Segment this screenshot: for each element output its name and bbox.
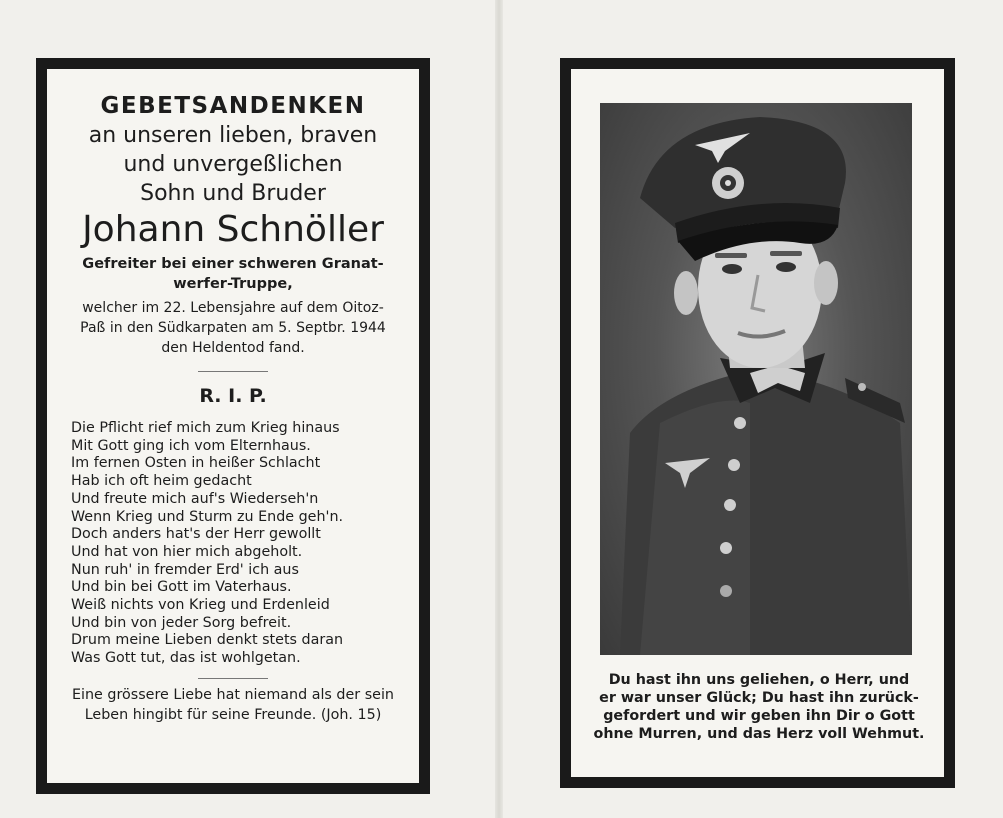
death-notice	[47, 298, 419, 358]
portrait-illustration	[600, 103, 912, 655]
divider	[198, 678, 268, 679]
poem-line: Doch anders hat's der Herr gewollt	[71, 526, 321, 543]
rank-line-1: Gefreiter bei einer schweren Granat-	[82, 256, 384, 272]
deceased-name: Johann Schnöller	[82, 209, 384, 250]
poem-line: Drum meine Lieben denkt stets daran	[71, 632, 344, 649]
poem-line: Weiß nichts von Krieg und Erdenleid	[71, 597, 330, 614]
caption-line-2: er war unser Glück; Du hast ihn zurück-	[599, 690, 919, 706]
death-line-1: welcher im 22. Lebensjahre auf dem Oitoz-	[82, 300, 384, 316]
caption-line-3: gefordert und wir geben ihn Dir o Gott	[603, 708, 915, 724]
card-title: GEBETSANDENKEN	[100, 93, 366, 119]
card-fold	[495, 0, 503, 818]
death-line-3: den Heldentod fand.	[161, 340, 305, 356]
death-line-2: Paß in den Südkarpaten am 5. Septbr. 1944	[80, 320, 386, 336]
intro-line-2: und unvergeßlichen	[123, 152, 343, 177]
soldier-portrait	[600, 103, 912, 655]
memorial-text-panel	[36, 58, 430, 794]
photo-caption	[579, 671, 939, 743]
poem-line: Die Pflicht rief mich zum Krieg hinaus	[71, 420, 340, 436]
closing-line-2: Leben hingibt für seine Freunde. (Joh. 15)	[84, 706, 382, 723]
poem-line: Und bin von jeder Sorg befreit.	[71, 614, 292, 631]
poem-line: Und bin bei Gott im Vaterhaus.	[71, 579, 292, 596]
poem-line: Was Gott tut, das ist wohlgetan.	[71, 650, 301, 667]
poem-line: Und freute mich auf's Wiederseh'n	[71, 490, 319, 507]
closing-line-1: Eine grössere Liebe hat niemand als der sein	[71, 686, 394, 703]
caption-line-4: ohne Murren, und das Herz voll Wehmut.	[593, 726, 925, 742]
memorial-photo-panel	[560, 58, 955, 788]
caption-line-1: Du hast ihn uns geliehen, o Herr, und	[608, 672, 910, 688]
poem-line: Und hat von hier mich abgeholt.	[71, 543, 303, 560]
divider	[198, 371, 268, 372]
poem-line: Nun ruh' in fremder Erd' ich aus	[71, 561, 299, 578]
rank-line-2: werfer-Truppe,	[173, 276, 293, 292]
memorial-text	[47, 91, 419, 725]
intro-line-1: an unseren lieben, braven	[88, 123, 378, 148]
poem-line: Im fernen Osten in heißer Schlacht	[71, 455, 321, 472]
poem-line: Mit Gott ging ich vom Elternhaus.	[71, 437, 311, 454]
poem-line: Hab ich oft heim gedacht	[71, 473, 252, 490]
poem	[71, 420, 419, 668]
poem-line: Wenn Krieg und Sturm zu Ende geh'n.	[71, 508, 344, 525]
intro-line-3: Sohn und Bruder	[140, 181, 326, 206]
rip-heading: R. I. P.	[199, 385, 267, 407]
